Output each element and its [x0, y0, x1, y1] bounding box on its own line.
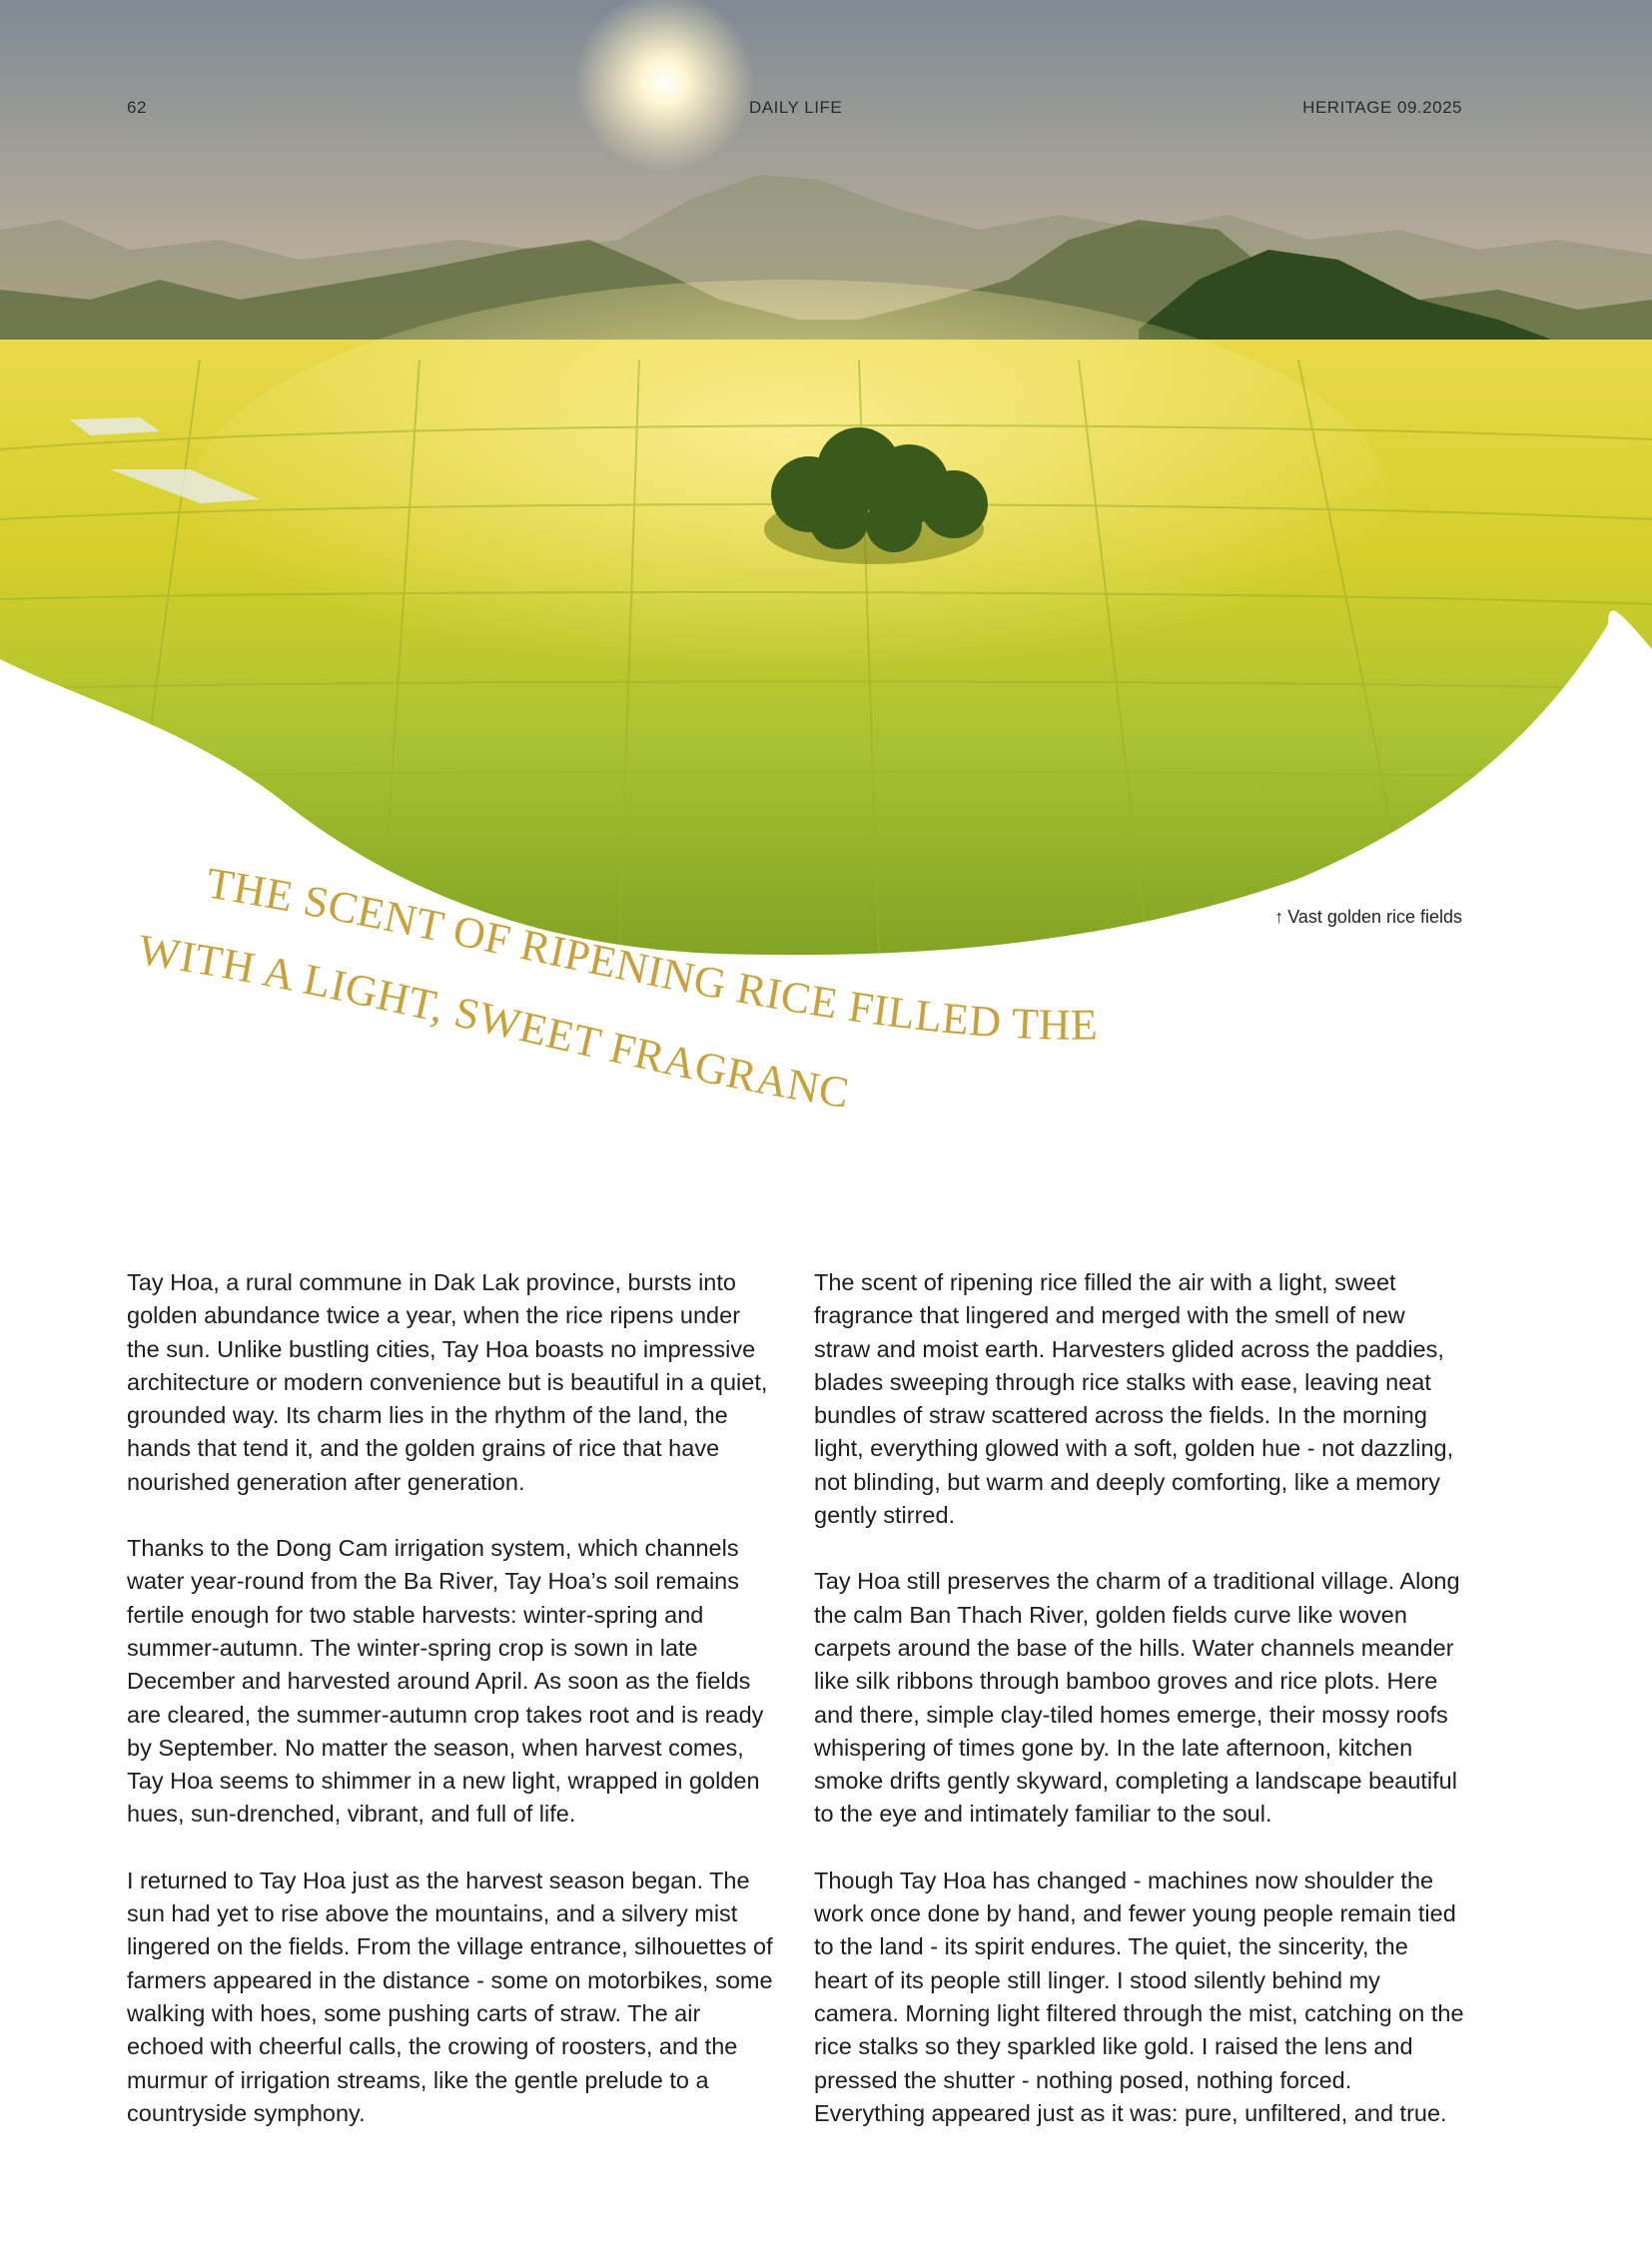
- section-title: DAILY LIFE: [749, 98, 843, 117]
- issue-label: HERITAGE 09.2025: [1302, 98, 1462, 117]
- paragraph: I returned to Tay Hoa just as the harvest season began. The sun had yet to rise above the mountains, and a silvery mist lingered on the fields. From the village entrance, silhouettes of farmers appeared in the distance - some on motorbikes, some walking with hoes, some pushing carts of straw. The air echoed with cheerful calls, the crowing of roosters, and the murmur of irrigation streams, like the gentle prelude to a countryside symphony.: [127, 1867, 773, 2126]
- paragraph: Thanks to the Dong Cam irrigation system, which channels water year-round from the Ba River, Tay Hoa’s soil remains fertile enough for two stable harvests: winter-spring and summer-autumn. The winter-spring crop is sown in late December and harvested around April. As soon as the fields are cleared, the summer-autumn crop takes root and is ready by September. No matter the season, when harvest comes, Tay Hoa seems to shimmer in a new light, wrapped in golden hues, sun-drenched, vibrant, and full of life.: [127, 1535, 764, 1828]
- article-column-right: [814, 1266, 1466, 2163]
- pull-quote-line-2: WITH A LIGHT, SWEET FRAGRANC: [135, 925, 853, 1119]
- page-number: 62: [127, 98, 147, 117]
- pull-quote-line-1: THE SCENT OF RIPENING RICE FILLED THE: [203, 858, 1099, 1050]
- pull-quote: [0, 839, 1652, 1138]
- hero-photo: [0, 0, 1652, 959]
- paragraph: The scent of ripening rice filled the air with a light, sweet fragrance that lingered and merged with the smell of new straw and moist earth. Harvesters glided across the paddies, blades sweeping through rice stalks with ease, leaving neat bundles of straw scattered across the fields. In the morning light, everything glowed with a soft, golden hue - not dazzling, not blinding, but warm and deeply comforting, like a memory gently stirred.: [814, 1269, 1454, 1529]
- article-column-left: [127, 1266, 779, 2163]
- arrow-up-icon: ↑: [1274, 907, 1284, 927]
- caption-text: Vast golden rice fields: [1287, 907, 1462, 927]
- paragraph: Tay Hoa still preserves the charm of a traditional village. Along the calm Ban Thach River, golden fields curve like woven carpets around the base of the hills. Water channels meander like silk ribbons through bamboo groves and rice plots. Here and there, simple clay-tiled homes emerge, their mossy roofs whispering of times gone by. In the late afternoon, kitchen smoke drifts gently skyward, completing a landscape beautiful to the eye and intimately familiar to the soul.: [814, 1568, 1460, 1828]
- paragraph: Though Tay Hoa has changed - machines now shoulder the work once done by hand, and fewer young people remain tied to the land - its spirit endures. The quiet, the sincerity, the heart of its people still linger. I stood silently behind my camera. Morning light filtered through the mist, catching on the rice stalks so they sparkled like gold. I raised the lens and pressed the shutter - nothing posed, nothing forced. Everything appeared just as it was: pure, unfiltered, and true.: [814, 1867, 1464, 2126]
- paragraph: Tay Hoa, a rural commune in Dak Lak province, bursts into golden abundance twice a year, when the rice ripens under the sun. Unlike bustling cities, Tay Hoa boasts no impressive architecture or modern convenience but is beautiful in a quiet, grounded way. Its charm lies in the rhythm of the land, the hands that tend it, and the golden grains of rice that have nourished generation after generation.: [127, 1269, 768, 1495]
